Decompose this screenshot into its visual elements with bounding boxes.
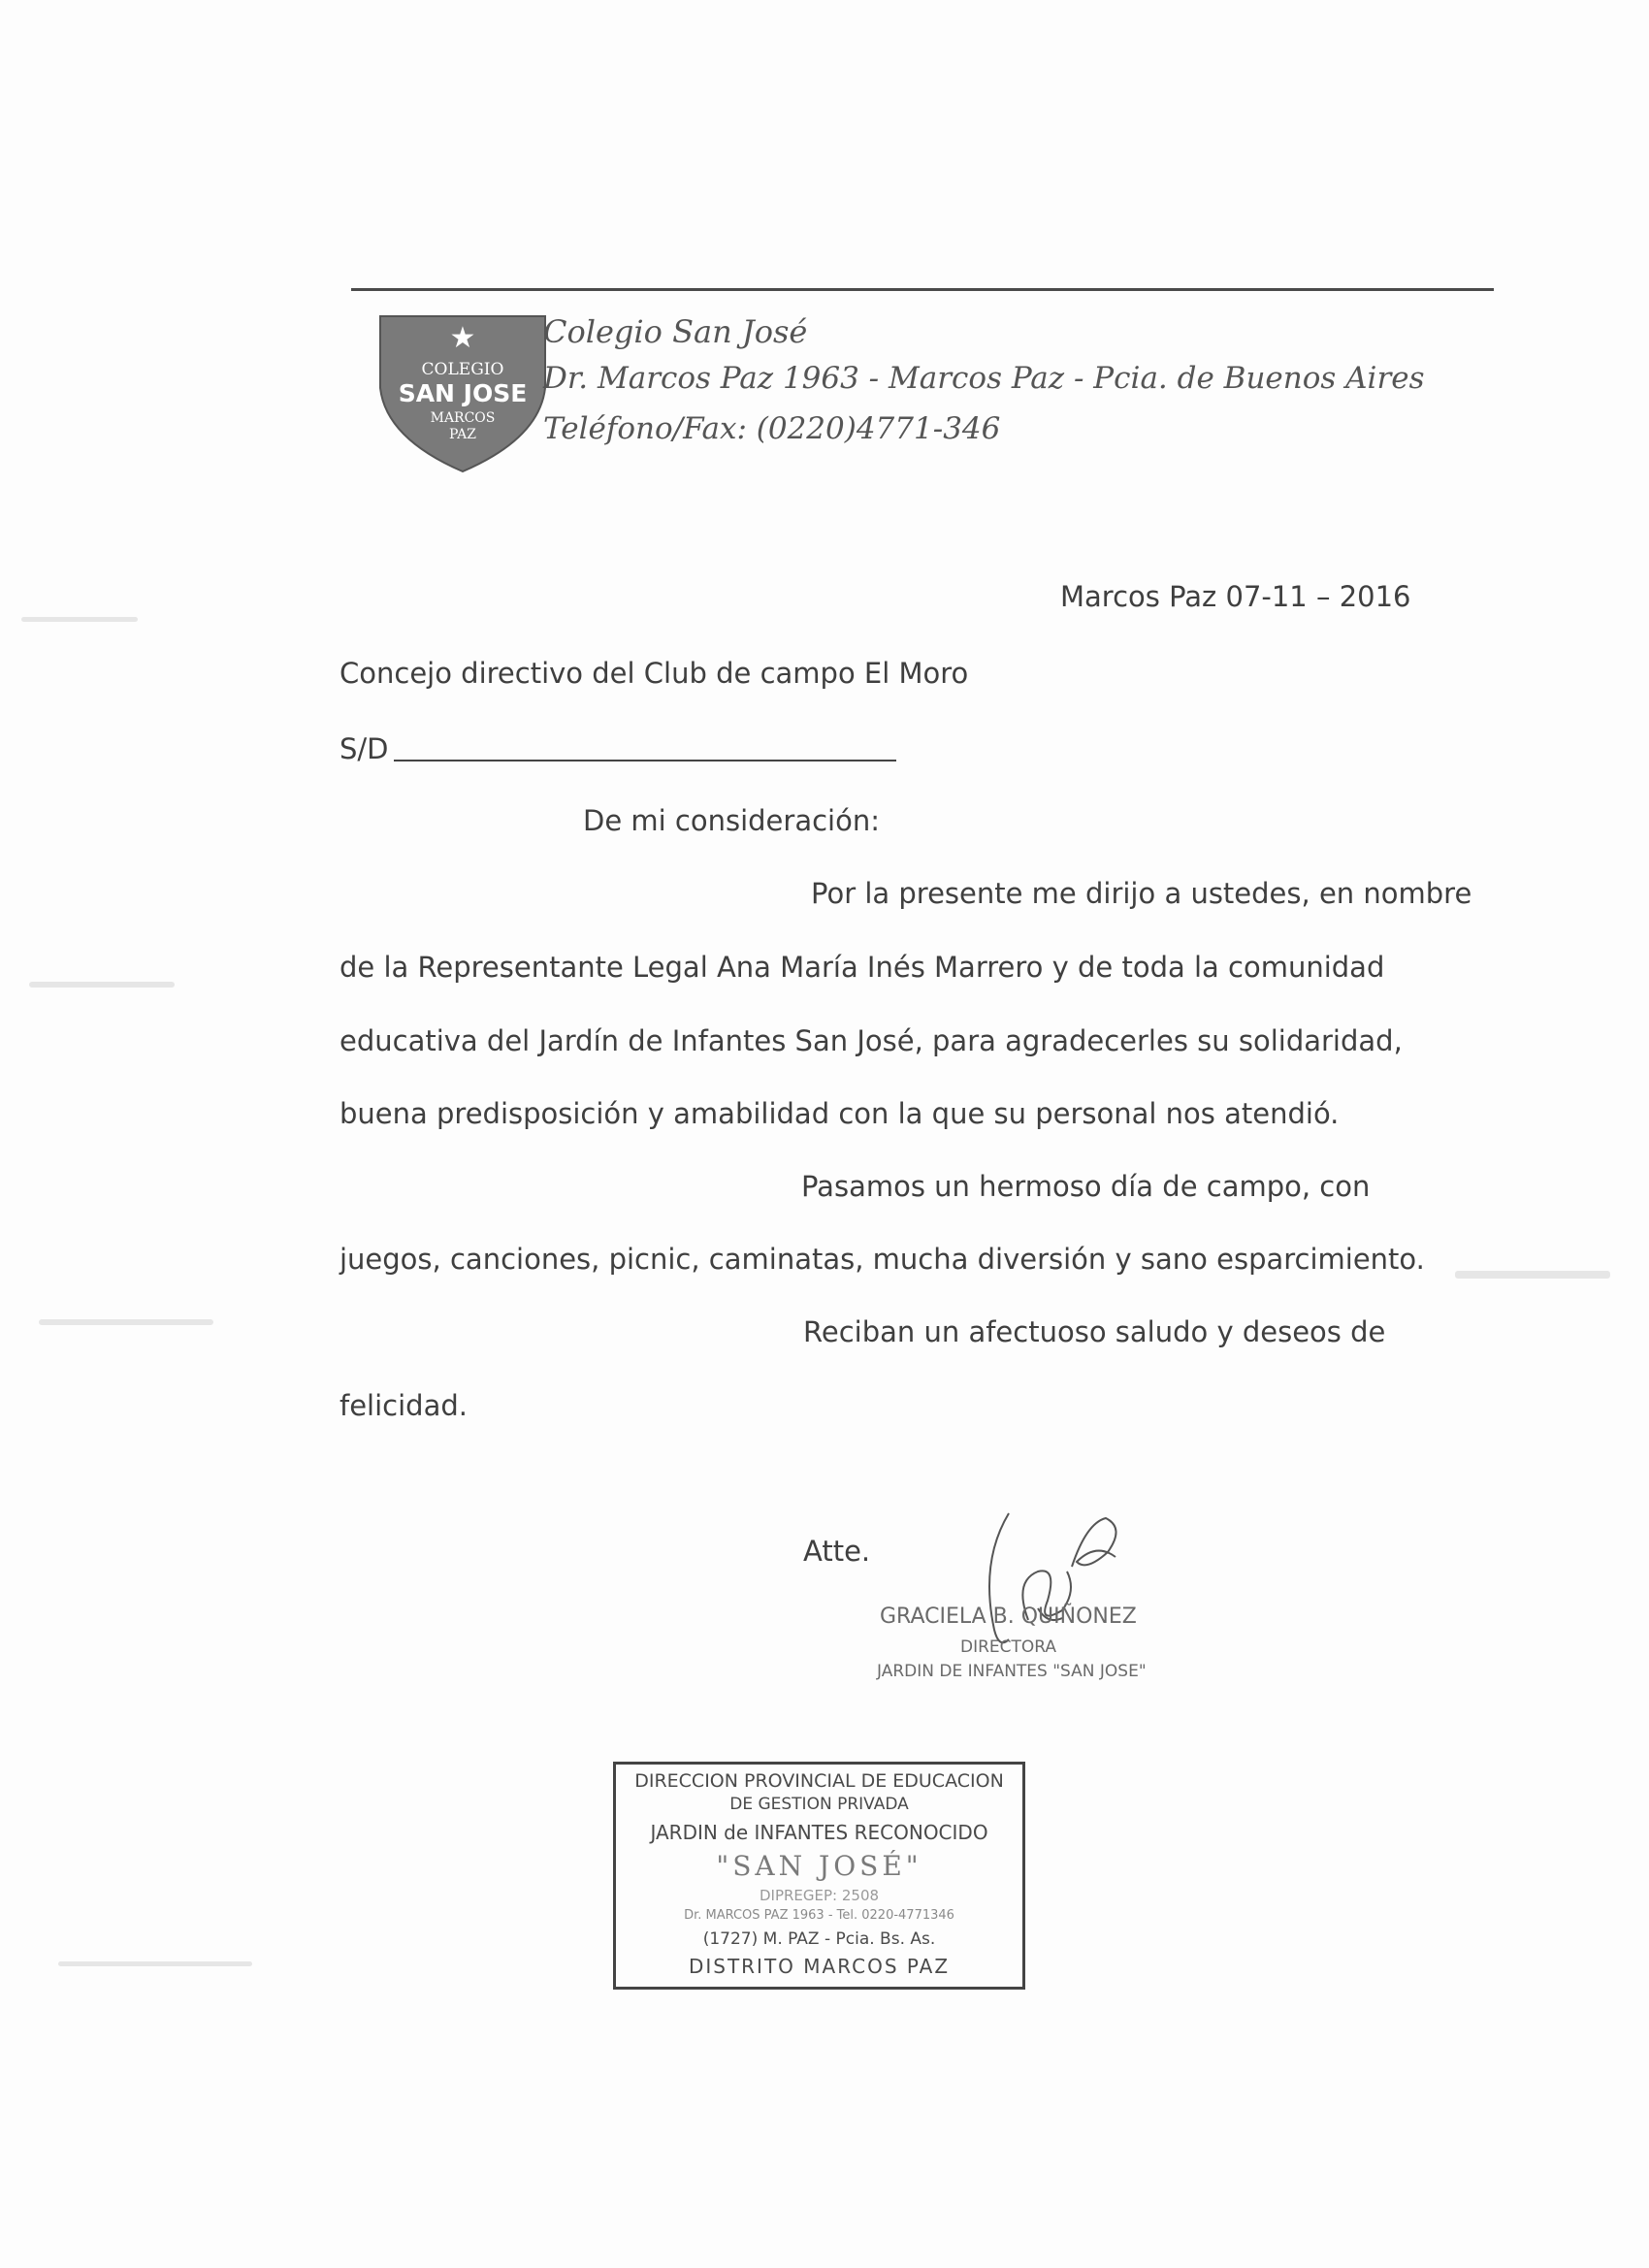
letter-recipient: Concejo directivo del Club de campo El Moro	[340, 657, 969, 690]
handwritten-signature	[970, 1504, 1145, 1659]
signature-institution: JARDIN DE INFANTES "SAN JOSE"	[877, 1662, 1147, 1681]
stamp-line-3: JARDIN de INFANTES RECONOCIDO	[650, 1821, 988, 1844]
paragraph-2-line-1: Pasamos un hermoso día de campo, con	[801, 1170, 1371, 1203]
scan-smudge	[21, 617, 138, 622]
logo-text-san-jose: SAN JOSE	[398, 379, 528, 407]
signature-title: DIRECTORA	[960, 1637, 1057, 1657]
letterhead-rule	[351, 288, 1494, 291]
letter-sd: S/D	[340, 732, 389, 765]
stamp-line-2: DE GESTION PRIVADA	[729, 1795, 909, 1814]
scan-smudge	[58, 1961, 252, 1966]
scan-smudge	[39, 1319, 213, 1325]
letter-date: Marcos Paz 07-11 – 2016	[1060, 580, 1411, 613]
stamp-line-1: DIRECCION PROVINCIAL DE EDUCACION	[634, 1770, 1004, 1792]
paragraph-3-line-2: felicidad.	[340, 1389, 468, 1422]
paragraph-1-line-1: Por la presente me dirijo a ustedes, en nombre	[811, 877, 1472, 910]
paragraph-1-line-4: buena predisposición y amabilidad con la que su personal nos atendió.	[340, 1097, 1340, 1130]
paragraph-2-line-2: juegos, canciones, picnic, caminatas, mucha diversión y sano esparcimiento.	[340, 1243, 1425, 1276]
letter-closing: Atte.	[803, 1535, 871, 1568]
school-logo	[376, 312, 549, 475]
stamp-line-6: Dr. MARCOS PAZ 1963 - Tel. 0220-4771346	[684, 1908, 954, 1923]
school-address: Dr. Marcos Paz 1963 - Marcos Paz - Pcia. de Buenos Aires	[543, 361, 1425, 396]
paragraph-1-line-3: educativa del Jardín de Infantes San José, para agradecerles su solidaridad,	[340, 1024, 1403, 1057]
sd-underline	[394, 760, 896, 761]
logo-star-icon: ★	[449, 321, 476, 355]
scan-smudge	[29, 982, 175, 988]
school-phone: Teléfono/Fax: (0220)4771-346	[543, 411, 1001, 446]
paragraph-3-line-1: Reciban un afectuoso saludo y deseos de	[803, 1315, 1386, 1348]
stamp-line-4: "SAN JOSÉ"	[716, 1850, 922, 1882]
school-name: Colegio San José	[543, 313, 808, 350]
logo-text-marcos: MARCOS	[430, 410, 496, 426]
official-stamp	[613, 1762, 1025, 1990]
scan-smudge	[1455, 1271, 1610, 1279]
stamp-line-8: DISTRITO MARCOS PAZ	[688, 1955, 951, 1978]
logo-text-paz: PAZ	[449, 427, 476, 442]
signature-name: GRACIELA B. QUIÑONEZ	[880, 1604, 1137, 1629]
logo-text-colegio: COLEGIO	[421, 360, 504, 379]
letter-salutation: De mi consideración:	[583, 804, 880, 837]
stamp-line-5: DIPREGEP: 2508	[759, 1887, 880, 1904]
paragraph-1-line-2: de la Representante Legal Ana María Inés Marrero y de toda la comunidad	[340, 951, 1385, 984]
stamp-line-7: (1727) M. PAZ - Pcia. Bs. As.	[702, 1929, 936, 1949]
